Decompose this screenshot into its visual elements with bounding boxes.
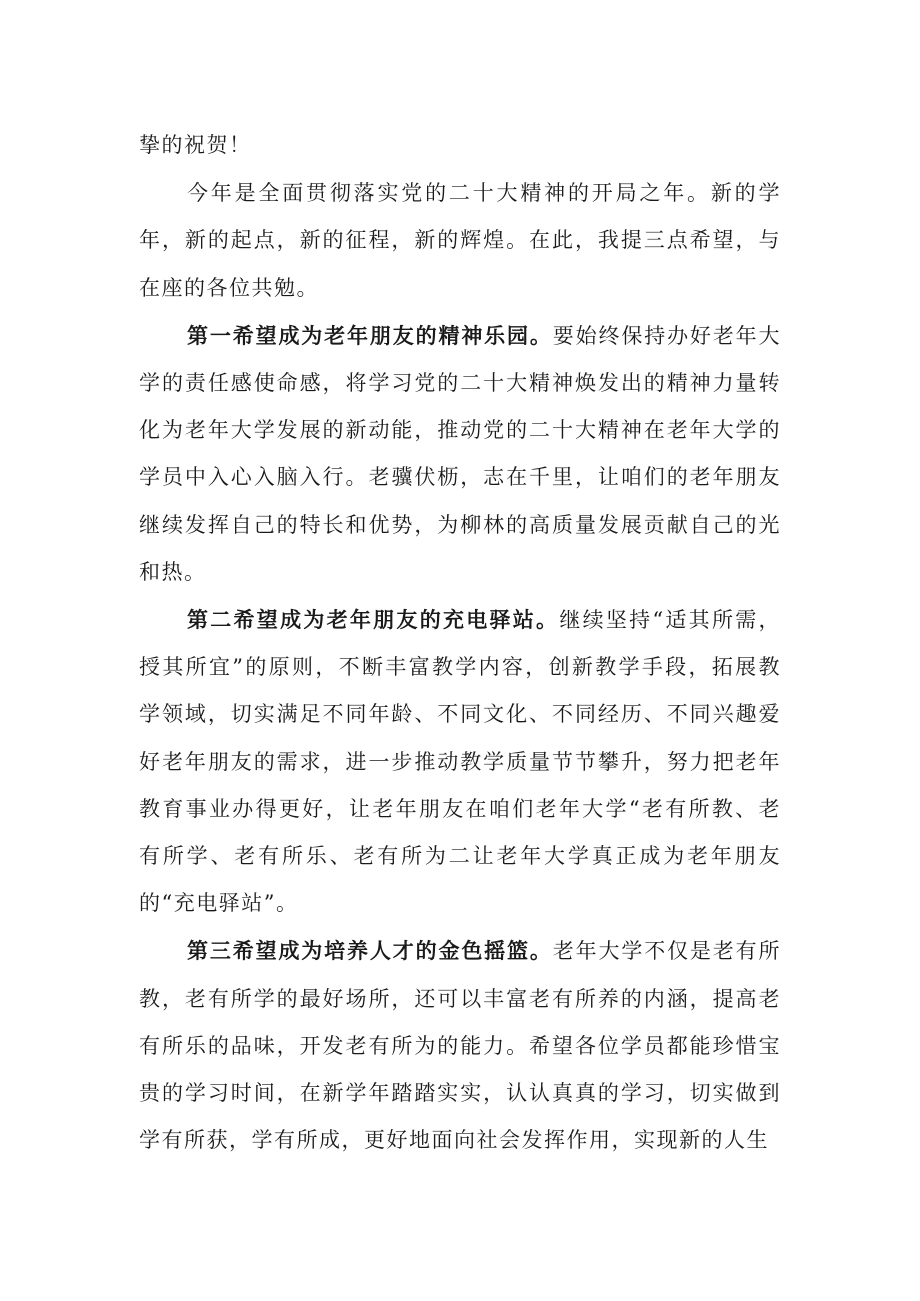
document-body xyxy=(139,121,781,1164)
paragraph-lead: 第三希望成为培养人才的金色摇篮。 xyxy=(187,938,553,964)
paragraph-lead: 第一希望成为老年朋友的精神乐园。 xyxy=(187,322,553,348)
paragraph-intro xyxy=(139,169,781,312)
paragraph-text: 继续坚持“适其所需，授其所宜”的原则，不断丰富教学内容，创新教学手段，拓展教学领域，切实满足不同年龄、不同文化、不同经历、不同兴趣爱好老年朋友的需求，进一步推动教学质量节节攀升，努力把老年教育事业办得更好，让老年朋友在咱们老年大学“老有所教、老有所学、老有所乐、老有所为二让老年大学真正成为老年朋友的“充电驿站”。 xyxy=(139,608,781,916)
paragraph-text: 要始终保持办好老年大学的责任感使命感，将学习党的二十大精神焕发出的精神力量转化为老年大学发展的新动能，推动党的二十大精神在老年大学的学员中入心入脑入行。老骥伏枥，志在千里，让咱们的老年朋友继续发挥自己的特长和优势，为柳林的高质量发展贡献自己的光和热。 xyxy=(139,323,782,584)
paragraph-text: 今年是全面贯彻落实党的二十大精神的开局之年。新的学年，新的起点，新的征程，新的辉煌。在此，我提三点希望，与在座的各位共勉。 xyxy=(139,181,781,300)
paragraph-text: 老年大学不仅是老有所教，老有所学的最好场所，还可以丰富老有所养的内涵，提高老有所乐的品味，开发老有所为的能力。希望各位学员都能珍惜宝贵的学习时间，在新学年踏踏实实，认认真真的学习，切实做到学有所获，学有所成，更好地面向社会发挥作用，实现新的人生 xyxy=(139,939,782,1153)
paragraph-hope-three xyxy=(139,927,781,1164)
paragraph-text: 挚的祝贺！ xyxy=(139,133,252,157)
paragraph-lead: 第二希望成为老年朋友的充电驿站。 xyxy=(187,607,560,633)
paragraph-hope-one xyxy=(139,312,781,596)
paragraph-hope-two xyxy=(139,596,781,927)
paragraph-closing-greeting xyxy=(139,121,781,169)
